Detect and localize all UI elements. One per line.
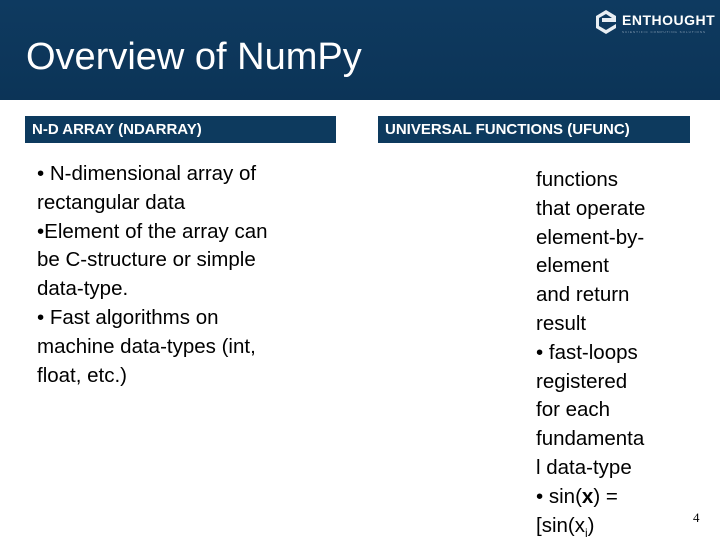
- text-line: machine data-types (int,: [37, 334, 256, 358]
- sin-formula-line-2: [$\sin(x_i)$: [536, 513, 595, 540]
- ndarray-section-header: N-D ARRAY (NDARRAY): [25, 116, 336, 143]
- ufunc-section-header: UNIVERSAL FUNCTIONS (UFUNC): [378, 116, 690, 143]
- text-line: registered: [536, 369, 628, 393]
- ndarray-text: [37, 160, 327, 390]
- slide-header: [0, 0, 720, 100]
- text-line: functions: [536, 168, 619, 191]
- logo-hexagon-icon: [594, 8, 618, 36]
- text-line: l data-type: [536, 455, 632, 479]
- text-line: rectangular data: [37, 190, 186, 214]
- text-line: • fast-loops: [536, 340, 638, 364]
- logo-tagline: SCIENTIFIC COMPUTING SOLUTIONS: [622, 30, 707, 34]
- text-line: •Element of the array can: [37, 219, 268, 243]
- slide-title: Overview of NumPy: [26, 36, 362, 78]
- text-line: data-type.: [37, 277, 129, 301]
- text-line: and return: [536, 283, 630, 307]
- sin-formula-line: • sin(x) =: [536, 484, 618, 508]
- text-line: that operate: [536, 196, 646, 220]
- text-line: element: [536, 254, 609, 278]
- page-number: 4: [693, 510, 700, 525]
- text-line: float, etc.): [37, 363, 128, 387]
- logo-text: ENTHOUGHT: [622, 12, 716, 28]
- text-line: result: [536, 311, 587, 335]
- ufunc-text: [536, 166, 716, 540]
- enthought-logo: [594, 8, 720, 40]
- text-line: fundamenta: [536, 427, 645, 451]
- text-line: element-by-: [536, 225, 645, 249]
- text-line: • N-dimensional array of: [37, 162, 257, 185]
- text-line: for each: [536, 398, 611, 422]
- text-line: • Fast algorithms on: [37, 305, 219, 329]
- text-line: be C-structure or simple: [37, 248, 256, 272]
